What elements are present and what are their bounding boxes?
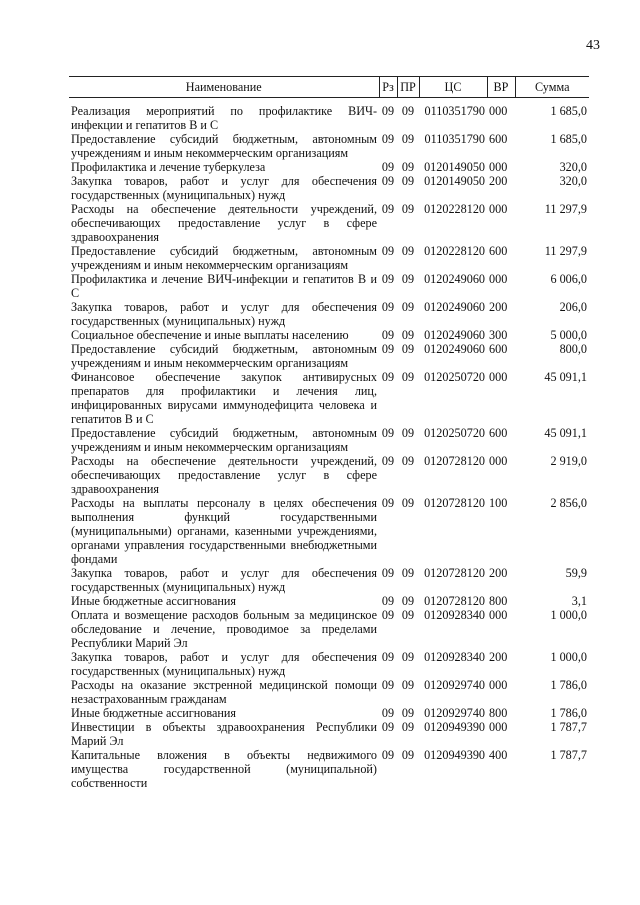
cell-cs: 0120228120 [424,202,485,216]
cell-vr: 000 [489,160,508,174]
cell-name: Расходы на оказание экстренной медицинской помощи незастрахованным гражданам [71,678,377,706]
cell-sum: 1 786,0 [550,678,587,692]
header-cs: ЦС [419,77,487,98]
cell-pr: 09 [401,244,415,258]
cell-cs: 0120949390 [424,720,485,734]
cell-name: Предоставление субсидий бюджетным, автономным учреждениям и иным некоммерческим организациям [71,342,377,370]
cell-pr: 09 [401,104,415,118]
cell-cs: 0120728120 [424,454,485,468]
table-row [69,650,589,678]
cell-cs: 0120249060 [424,342,485,356]
cell-vr: 800 [489,594,508,608]
cell-pr: 09 [401,174,415,188]
cell-rz: 09 [381,342,395,356]
header-rz: Рз [379,77,397,98]
cell-sum: 1 685,0 [550,104,587,118]
cell-vr: 600 [489,132,508,146]
cell-rz: 09 [381,678,395,692]
cell-name: Закупка товаров, работ и услуг для обеспечения государственных (муниципальных) нужд [71,566,377,594]
cell-cs: 0110351790 [424,132,485,146]
cell-vr: 200 [489,300,508,314]
cell-name: Инвестиции в объекты здравоохранения Республики Марий Эл [71,720,377,748]
cell-pr: 09 [401,328,415,342]
cell-sum: 11 297,9 [544,244,587,258]
cell-cs: 0120249060 [424,300,485,314]
cell-rz: 09 [381,132,395,146]
table-row [69,300,589,328]
cell-pr: 09 [401,160,415,174]
header-name: Наименование [69,77,379,98]
cell-cs: 0120949390 [424,748,485,762]
cell-rz: 09 [381,244,395,258]
cell-sum: 45 091,1 [544,370,587,384]
cell-pr: 09 [401,202,415,216]
cell-pr: 09 [401,608,415,622]
cell-vr: 100 [489,496,508,510]
cell-rz: 09 [381,650,395,664]
cell-name: Иные бюджетные ассигнования [71,706,237,720]
cell-sum: 1 787,7 [550,720,587,734]
cell-vr: 300 [489,328,508,342]
table-row [69,202,589,244]
cell-sum: 206,0 [559,300,587,314]
table-row [69,594,589,608]
cell-pr: 09 [401,370,415,384]
cell-rz: 09 [381,454,395,468]
cell-name: Закупка товаров, работ и услуг для обеспечения государственных (муниципальных) нужд [71,650,377,678]
cell-vr: 000 [489,608,508,622]
cell-sum: 1 786,0 [550,706,587,720]
page-number: 43 [586,38,600,53]
cell-sum: 320,0 [559,174,587,188]
cell-pr: 09 [401,566,415,580]
table-row [69,244,589,272]
cell-sum: 320,0 [559,160,587,174]
cell-rz: 09 [381,608,395,622]
table-row [69,748,589,790]
cell-vr: 000 [489,678,508,692]
cell-cs: 0120928340 [424,608,485,622]
table-row [69,426,589,454]
cell-pr: 09 [401,300,415,314]
cell-rz: 09 [381,104,395,118]
cell-rz: 09 [381,594,395,608]
cell-rz: 09 [381,706,395,720]
cell-pr: 09 [401,678,415,692]
cell-cs: 0120250720 [424,426,485,440]
cell-sum: 800,0 [559,342,587,356]
cell-rz: 09 [381,748,395,762]
cell-sum: 1 000,0 [550,608,587,622]
cell-name: Предоставление субсидий бюджетным, автономным учреждениям и иным некоммерческим организациям [71,132,377,160]
cell-name: Профилактика и лечение туберкулеза [71,160,266,174]
cell-pr: 09 [401,426,415,440]
cell-pr: 09 [401,594,415,608]
cell-name: Закупка товаров, работ и услуг для обеспечения государственных (муниципальных) нужд [71,300,377,328]
table-header-row [69,77,589,98]
cell-cs: 0120728120 [424,594,485,608]
cell-sum: 45 091,1 [544,426,587,440]
cell-rz: 09 [381,160,395,174]
cell-sum: 6 006,0 [550,272,587,286]
cell-rz: 09 [381,202,395,216]
cell-sum: 3,1 [571,594,587,608]
cell-sum: 5 000,0 [550,328,587,342]
cell-sum: 2 919,0 [550,454,587,468]
cell-rz: 09 [381,720,395,734]
cell-name: Финансовое обеспечение закупок антивирусных препаратов для профилактики и лечения лиц, инфицированных вирусами иммунодефицита человека и гепатитов В и С [71,370,377,426]
cell-pr: 09 [401,748,415,762]
table-row [69,328,589,342]
table-row [69,496,589,566]
table-row [69,608,589,650]
cell-rz: 09 [381,426,395,440]
table-row [69,342,589,370]
cell-pr: 09 [401,132,415,146]
cell-pr: 09 [401,496,415,510]
cell-rz: 09 [381,566,395,580]
cell-rz: 09 [381,174,395,188]
cell-pr: 09 [401,454,415,468]
table-row [69,174,589,202]
table-row [69,132,589,160]
cell-rz: 09 [381,300,395,314]
table-row [69,272,589,300]
cell-vr: 800 [489,706,508,720]
cell-cs: 0120929740 [424,706,485,720]
cell-rz: 09 [381,272,395,286]
cell-cs: 0120228120 [424,244,485,258]
cell-sum: 1 787,7 [550,748,587,762]
table-row [69,370,589,426]
cell-pr: 09 [401,650,415,664]
cell-name: Капитальные вложения в объекты недвижимого имущества государственной (муниципальной) собственности [71,748,377,790]
cell-name: Расходы на обеспечение деятельности учреждений, обеспечивающих предоставление услуг в сфере здравоохранения [71,454,377,496]
cell-vr: 200 [489,174,508,188]
cell-cs: 0120929740 [424,678,485,692]
cell-vr: 000 [489,370,508,384]
cell-vr: 600 [489,342,508,356]
cell-vr: 600 [489,426,508,440]
table-row [69,566,589,594]
cell-name: Оплата и возмещение расходов больным за медицинское обследование и лечение, проводимое за пределами Республики Марий Эл [71,608,377,650]
cell-vr: 200 [489,650,508,664]
cell-sum: 1 685,0 [550,132,587,146]
cell-cs: 0120149050 [424,160,485,174]
header-sum: Сумма [515,77,589,98]
cell-vr: 600 [489,244,508,258]
header-vr: ВР [487,77,515,98]
cell-sum: 1 000,0 [550,650,587,664]
cell-pr: 09 [401,272,415,286]
cell-cs: 0120249060 [424,328,485,342]
cell-pr: 09 [401,720,415,734]
cell-name: Закупка товаров, работ и услуг для обеспечения государственных (муниципальных) нужд [71,174,377,202]
cell-vr: 000 [489,720,508,734]
cell-name: Профилактика и лечение ВИЧ-инфекции и гепатитов В и С [71,272,377,300]
cell-vr: 000 [489,202,508,216]
cell-name: Предоставление субсидий бюджетным, автономным учреждениям и иным некоммерческим организациям [71,244,377,272]
cell-name: Иные бюджетные ассигнования [71,594,237,608]
cell-sum: 11 297,9 [544,202,587,216]
cell-pr: 09 [401,342,415,356]
cell-cs: 0120928340 [424,650,485,664]
cell-cs: 0110351790 [424,104,485,118]
cell-rz: 09 [381,370,395,384]
table-row [69,720,589,748]
table-row [69,678,589,706]
cell-vr: 200 [489,566,508,580]
cell-name: Расходы на выплаты персоналу в целях обеспечения выполнения функций государственными (муниципальными) органами, казенными учреждениями, органами управления государственными внебюджетными фондами [71,496,377,566]
table-row [69,454,589,496]
cell-cs: 0120149050 [424,174,485,188]
cell-cs: 0120728120 [424,566,485,580]
cell-name: Социальное обеспечение и иные выплаты населению [71,328,349,342]
cell-sum: 2 856,0 [550,496,587,510]
cell-pr: 09 [401,706,415,720]
cell-vr: 000 [489,104,508,118]
cell-name: Предоставление субсидий бюджетным, автономным учреждениям и иным некоммерческим организациям [71,426,377,454]
cell-rz: 09 [381,496,395,510]
table-row [69,104,589,132]
cell-cs: 0120728120 [424,496,485,510]
cell-cs: 0120250720 [424,370,485,384]
cell-vr: 000 [489,272,508,286]
cell-cs: 0120249060 [424,272,485,286]
cell-sum: 59,9 [565,566,587,580]
cell-name: Расходы на обеспечение деятельности учреждений, обеспечивающих предоставление услуг в сфере здравоохранения [71,202,377,244]
header-pr: ПР [397,77,419,98]
cell-vr: 400 [489,748,508,762]
table-row [69,160,589,174]
cell-rz: 09 [381,328,395,342]
table-row [69,706,589,720]
cell-vr: 000 [489,454,508,468]
budget-table [69,76,589,790]
cell-name: Реализация мероприятий по профилактике ВИЧ-инфекции и гепатитов В и С [71,104,377,132]
